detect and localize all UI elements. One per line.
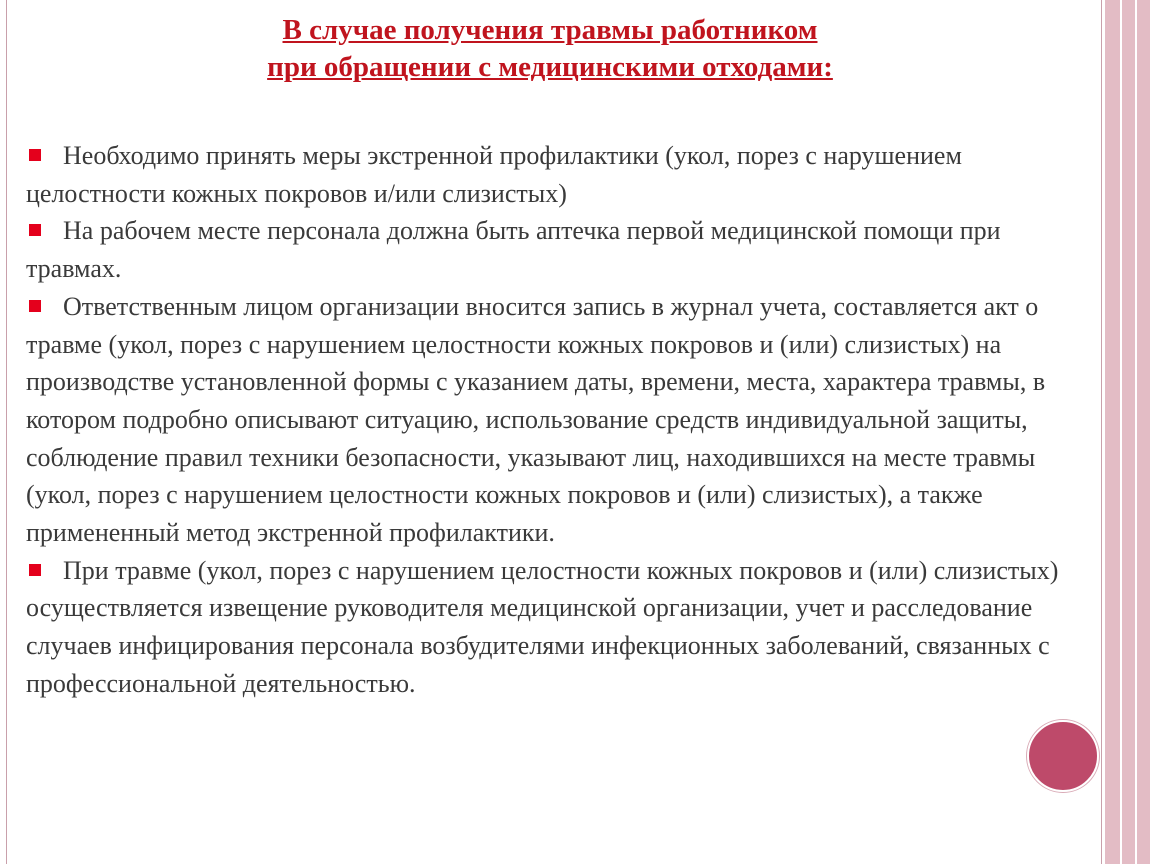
title-line-2: при обращении с медицинскими отходами: [267, 51, 833, 83]
title-line-1: В случае получения травмы работником [282, 14, 818, 46]
square-bullet-icon [29, 300, 41, 312]
bullet-text: На рабочем месте персонала должна быть аптечка первой медицинской помощи при травмах. [26, 216, 1001, 284]
bullet-list [26, 137, 1076, 703]
square-bullet-icon [29, 149, 41, 161]
decorative-stripes [1105, 0, 1150, 864]
decorative-circle [1027, 720, 1099, 792]
list-item [26, 288, 1076, 552]
stripe-divider [1120, 0, 1122, 864]
list-item [26, 212, 1076, 287]
slide-title [0, 12, 1100, 86]
left-frame-line [6, 0, 7, 864]
bullet-text: Необходимо принять меры экстренной профилактики (укол, порез с нарушением целостности кожных покровов и/или слизистых) [26, 141, 962, 208]
bullet-text: При травме (укол, порез с нарушением целостности кожных покровов и (или) слизистых) осуществляется извещение руководителя медицинской организации, учет и расследование случаев инфицирования персонала возбудителями инфекционных заболеваний, связанных с профессиональной деятельностью. [26, 555, 1059, 698]
list-item [26, 137, 1076, 212]
bullet-text: Ответственным лицом организации вносится запись в журнал учета, составляется акт о травме (укол, порез с нарушением целостности кожных покровов и (или) слизистых) на производстве установленной формы с указанием даты, времени, места, характера травмы, в котором подробно описывают ситуацию, использование средств индивидуальной защиты, соблюдение правил техники безопасности, указывают лиц, находившихся на месте травмы (укол, порез с нарушением целостности кожных покровов и (или) слизистых), а также примененный метод экстренной профилактики. [26, 291, 1046, 548]
square-bullet-icon [29, 224, 41, 236]
right-frame-line [1101, 0, 1102, 864]
square-bullet-icon [29, 564, 41, 576]
stripe-divider [1135, 0, 1137, 864]
list-item [26, 552, 1076, 703]
